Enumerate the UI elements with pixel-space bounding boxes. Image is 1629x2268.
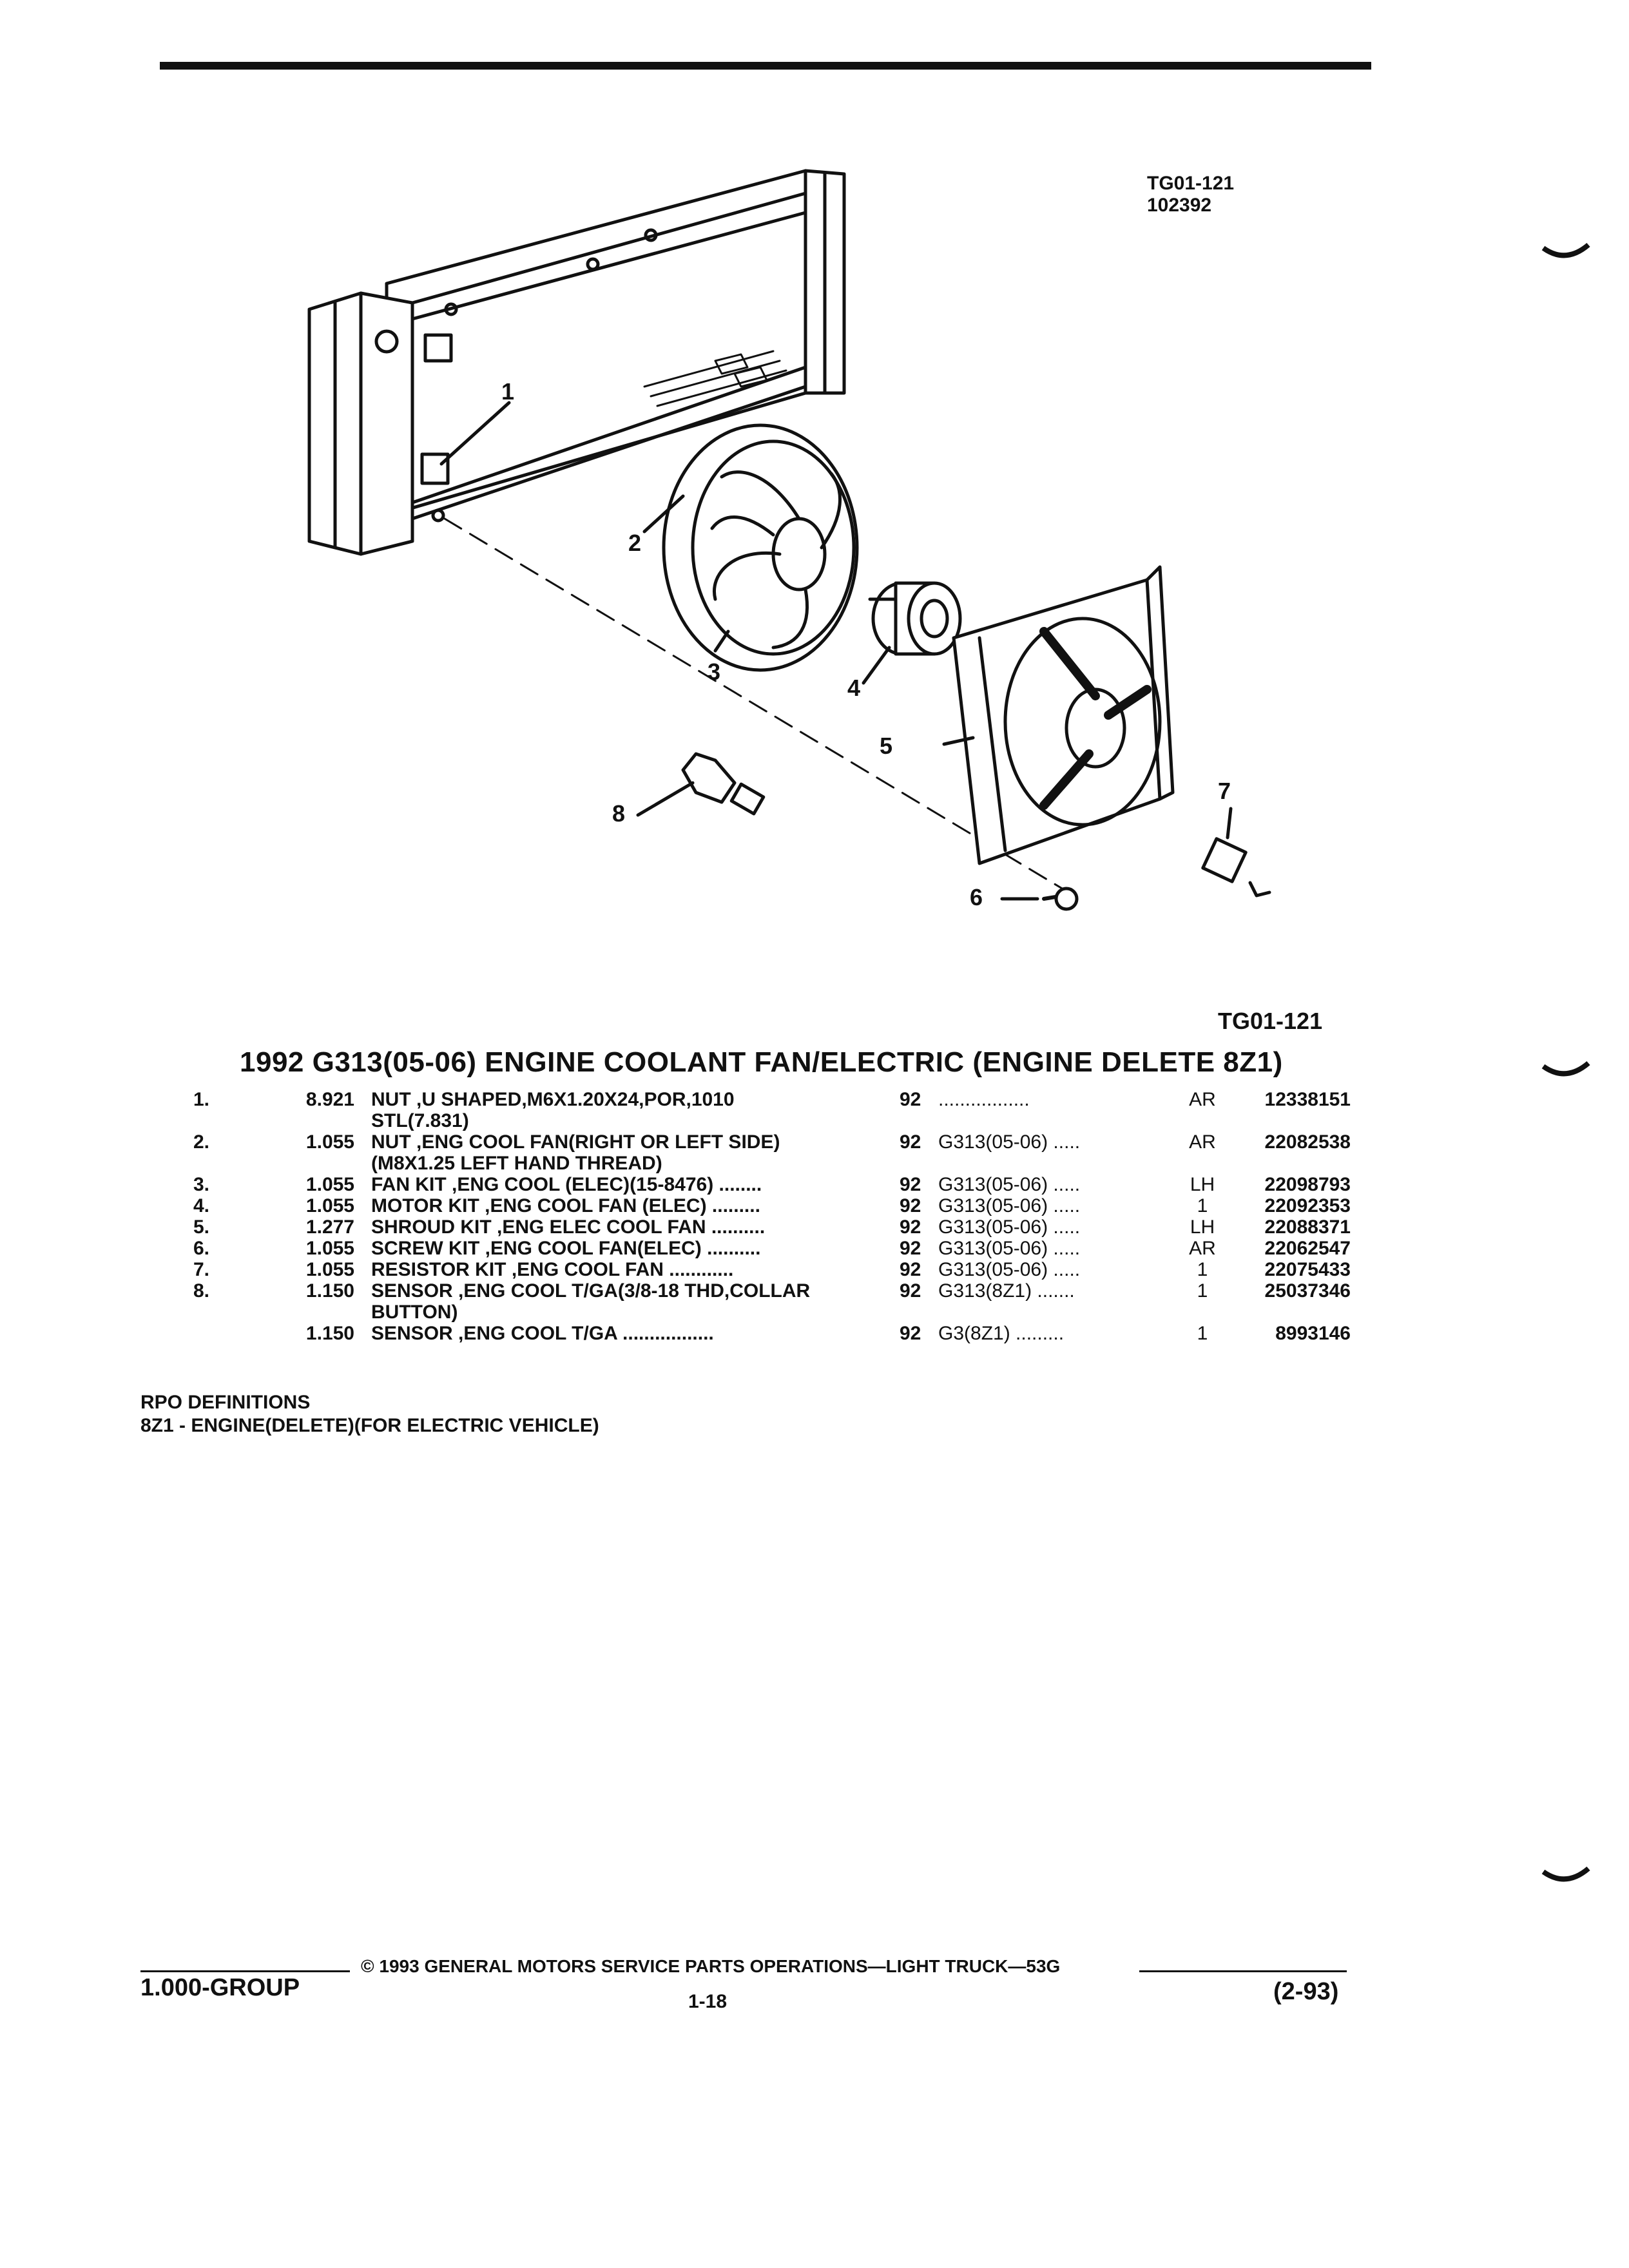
part-usage: G313(05-06) ..... [938,1195,1081,1216]
part-part: 25037346 [1264,1280,1351,1302]
part-qty: 1 [1197,1195,1208,1216]
part-part: 22092353 [1264,1195,1351,1216]
part-part: 22098793 [1264,1174,1351,1195]
footer-group: 1.000-GROUP [140,1974,300,2001]
rpo-definition: 8Z1 - ENGINE(DELETE)(FOR ELECTRIC VEHICLE) [140,1415,599,1436]
part-usage: G313(8Z1) ....... [938,1280,1075,1302]
table-row [193,1174,1351,1195]
part-num: 8. [193,1280,210,1302]
part-code: 1.055 [305,1174,354,1195]
part-code: 1.055 [305,1238,354,1259]
page-title: 1992 G313(05-06) ENGINE COOLANT FAN/ELECTRIC (ENGINE DELETE 8Z1) [240,1046,1283,1078]
part-qty: LH [1190,1216,1215,1238]
shroud [954,567,1173,863]
footer-copyright: © 1993 GENERAL MOTORS SERVICE PARTS OPERATIONS—LIGHT TRUCK—53G [361,1956,1061,1976]
part-desc: ,ENG COOL (ELEC)(15-8476) ........ [446,1174,762,1195]
table-row [193,1259,1351,1280]
part-num: 5. [193,1216,210,1238]
figure-id-text: TG01-121 [1147,173,1235,194]
part-desc-continued: STL(7.831) [371,1110,469,1131]
footer-page-number: 1-18 [688,1991,728,2012]
footer-rule-right [1139,1970,1347,1972]
part-name: NUT [371,1131,411,1153]
part-description [371,1216,900,1238]
part-num: 1. [193,1089,210,1110]
callout-4: 4 [847,675,861,701]
part-usage: G3(8Z1) ......... [938,1323,1065,1344]
part-usage: G313(05-06) ..... [938,1238,1081,1259]
part-name: NUT [371,1089,411,1110]
part-desc: ,ENG COOL T/GA(3/8-18 THD,COLLAR [452,1280,811,1302]
part-code: 1.150 [305,1280,354,1302]
part-year: 92 [900,1280,921,1302]
callout-6: 6 [970,884,983,910]
part-year: 92 [900,1323,921,1344]
part-part: 22088371 [1264,1216,1351,1238]
part-description [371,1089,900,1131]
figure-date-code: 102392 [1147,195,1212,216]
motor [870,583,960,654]
callout-7: 7 [1218,778,1231,804]
part-name: SHROUD KIT [371,1216,492,1238]
part-code: 1.055 [305,1195,354,1216]
part-code: 1.055 [305,1131,354,1153]
parts-table-body [193,1089,1351,1344]
part-code: 1.150 [305,1323,354,1344]
table-row [193,1089,1351,1131]
table-row [193,1216,1351,1238]
part-usage: G313(05-06) ..... [938,1259,1081,1280]
part-num: 3. [193,1174,210,1195]
footer-date: (2-93) [1273,1978,1339,2005]
callout-2: 2 [628,530,642,556]
part-num: 2. [193,1131,210,1153]
part-description [371,1238,900,1259]
part-name: MOTOR KIT [371,1195,479,1216]
part-year: 92 [900,1259,921,1280]
part-desc: ,ENG COOL FAN(ELEC) .......... [479,1238,761,1259]
part-qty: 1 [1197,1280,1208,1302]
part-name: SENSOR [371,1280,453,1302]
table-row [193,1280,1351,1323]
figure-id-bottom: TG01-121 [1218,1008,1323,1034]
part-desc-continued: (M8X1.25 LEFT HAND THREAD) [371,1153,662,1174]
part-name: RESISTOR KIT [371,1259,506,1280]
part-description [371,1280,900,1323]
part-name: SENSOR [371,1323,453,1344]
part-description [371,1131,900,1174]
part-description [371,1259,900,1280]
part-desc: ,ENG COOL FAN ............ [506,1259,734,1280]
part-part: 22082538 [1264,1131,1351,1153]
part-qty: 1 [1197,1323,1208,1344]
part-code: 1.277 [305,1216,354,1238]
part-year: 92 [900,1131,921,1153]
part-num [193,1323,271,1344]
part-desc: ,ENG ELEC COOL FAN .......... [491,1216,766,1238]
part-part: 8993146 [1275,1323,1351,1344]
callout-5: 5 [880,733,893,759]
part-description [371,1323,900,1344]
part-description [371,1174,900,1195]
part-num: 7. [193,1259,210,1280]
part-num: 6. [193,1238,210,1259]
sensor [683,754,764,814]
part-code: 1.055 [305,1259,354,1280]
part-desc: ,U SHAPED,M6X1.20X24,POR,1010 [410,1089,735,1110]
part-year: 92 [900,1195,921,1216]
binder-mark-3 [1540,1862,1592,1894]
part-name: SCREW KIT [371,1238,480,1259]
table-row [193,1131,1351,1174]
part-desc: ,ENG COOL FAN (ELEC) ......... [479,1195,760,1216]
part-part: 22062547 [1264,1238,1351,1259]
part-usage: G313(05-06) ..... [938,1174,1081,1195]
part-year: 92 [900,1216,921,1238]
part-description [371,1195,900,1216]
part-usage: ................. [938,1089,1030,1110]
fan [664,425,857,670]
parts-table [193,1089,1351,1344]
part-usage: G313(05-06) ..... [938,1216,1081,1238]
part-desc: ,ENG COOL T/GA ................. [452,1323,714,1344]
rpo-heading: RPO DEFINITIONS [140,1392,311,1413]
part-desc: ,ENG COOL FAN(RIGHT OR LEFT SIDE) [410,1131,780,1153]
part-qty: 1 [1197,1259,1208,1280]
part-part: 22075433 [1264,1259,1351,1280]
part-usage: G313(05-06) ..... [938,1131,1081,1153]
part-qty: LH [1190,1174,1215,1195]
table-row [193,1323,1351,1344]
part-code: 8.921 [305,1089,354,1110]
table-row [193,1195,1351,1216]
part-part: 12338151 [1264,1089,1351,1110]
callout-8: 8 [612,800,626,827]
part-qty: AR [1189,1131,1216,1153]
part-desc-continued: BUTTON) [371,1302,458,1323]
part-num: 4. [193,1195,210,1216]
callout-3: 3 [708,658,721,685]
part-qty: AR [1189,1089,1216,1110]
part-year: 92 [900,1238,921,1259]
part-name: FAN KIT [371,1174,447,1195]
table-row [193,1238,1351,1259]
part-qty: AR [1189,1238,1216,1259]
binder-mark-1 [1540,238,1592,271]
callout-1: 1 [501,378,515,405]
footer-rule-left [140,1970,350,1972]
exploded-diagram [0,0,1629,1005]
part-year: 92 [900,1174,921,1195]
binder-mark-2 [1540,1057,1592,1089]
part-year: 92 [900,1089,921,1110]
